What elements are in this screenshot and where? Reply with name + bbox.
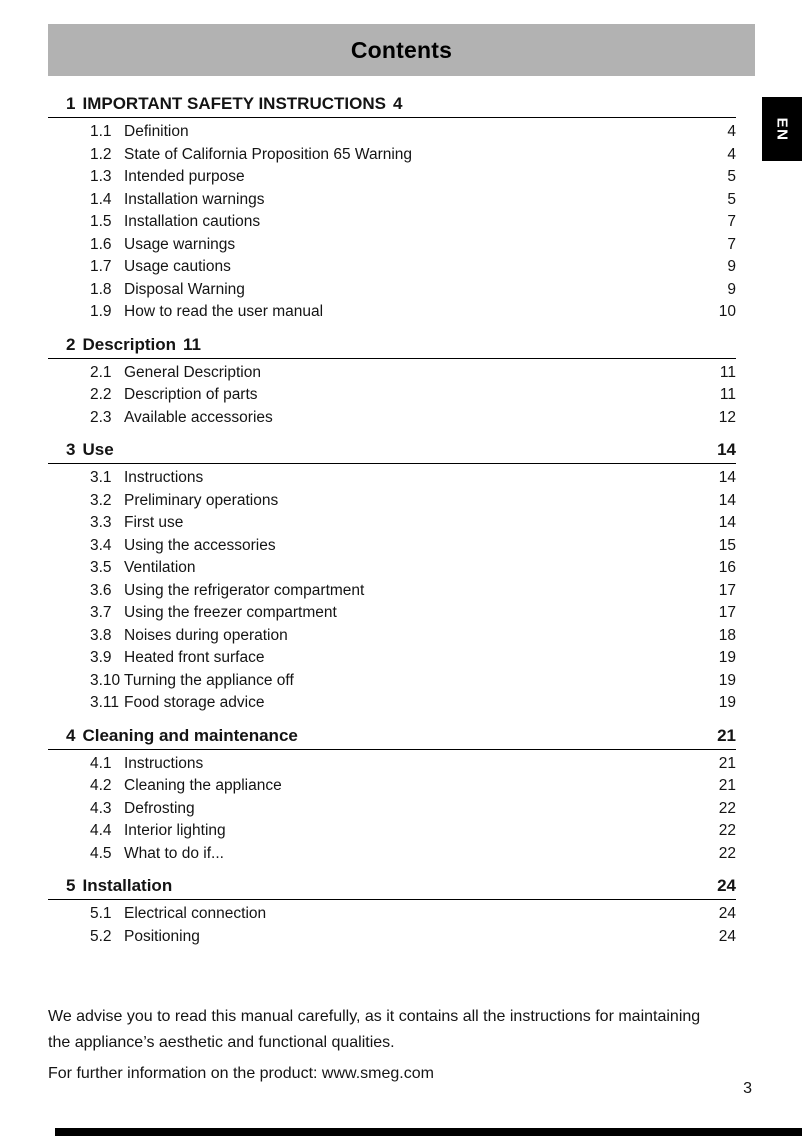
toc-item-title: Intended purpose xyxy=(124,168,245,185)
toc-item-title: Using the refrigerator compartment xyxy=(124,581,365,599)
toc-item xyxy=(48,279,736,302)
toc-item-number: 3.6 xyxy=(90,581,112,599)
toc-item-page: 21 xyxy=(718,777,736,794)
toc-item-number: 2.1 xyxy=(90,363,112,381)
toc-item xyxy=(48,234,736,257)
toc-item-page: 21 xyxy=(718,754,736,772)
toc-section-page: 24 xyxy=(717,876,736,895)
toc-item-number: 5.2 xyxy=(90,927,112,945)
toc-item-title: Instructions xyxy=(124,469,204,486)
toc-item xyxy=(48,557,736,580)
toc-item-title: General Description xyxy=(124,363,261,381)
toc-item-page: 14 xyxy=(718,491,736,509)
toc-item-number: 3.7 xyxy=(90,604,112,621)
toc-item-page: 19 xyxy=(718,694,736,711)
toc-item-title: Disposal Warning xyxy=(124,280,245,298)
toc-item-title: Instructions xyxy=(124,754,204,772)
toc-item xyxy=(48,166,736,189)
toc-item-number: 3.2 xyxy=(90,491,112,509)
toc-item-title: State of California Proposition 65 Warning xyxy=(124,145,413,163)
toc-section-heading xyxy=(48,335,736,355)
footer-advice-line-1: We advise you to read this manual carefully, as it contains all the instructions for maintaining xyxy=(48,1008,701,1025)
language-tab-label: EN xyxy=(773,117,791,141)
toc-item xyxy=(48,647,736,670)
toc-section-heading xyxy=(48,440,736,460)
toc-item-page: 12 xyxy=(718,408,736,426)
toc-item xyxy=(48,256,736,279)
toc-item xyxy=(48,301,736,324)
toc-item-list xyxy=(48,900,736,948)
toc-item xyxy=(48,490,736,513)
toc-item-page: 14 xyxy=(718,469,736,486)
toc-section-title: Use xyxy=(82,440,114,459)
toc-item-list xyxy=(48,750,736,866)
toc-item-number: 3.1 xyxy=(90,469,112,486)
toc xyxy=(48,94,736,959)
toc-item-title: Description of parts xyxy=(124,386,258,403)
toc-item-page: 11 xyxy=(719,386,736,403)
toc-item-number: 3.4 xyxy=(90,536,112,554)
toc-item-page: 17 xyxy=(718,581,736,599)
toc-item-title: Using the accessories xyxy=(124,536,276,554)
toc-item-title: Heated front surface xyxy=(124,649,265,666)
toc-item-page: 11 xyxy=(719,363,736,381)
toc-item-page: 18 xyxy=(718,626,736,644)
toc-item-title: What to do if... xyxy=(124,844,224,862)
toc-section-heading xyxy=(48,94,736,114)
toc-section xyxy=(48,440,736,715)
toc-item-number: 3.5 xyxy=(90,559,112,576)
toc-item xyxy=(48,467,736,490)
toc-section-title: Cleaning and maintenance xyxy=(82,725,298,745)
toc-section xyxy=(48,876,736,948)
toc-item-number: 1.5 xyxy=(90,213,112,230)
toc-item-page: 24 xyxy=(718,927,736,945)
toc-item xyxy=(48,580,736,603)
toc-item-page: 7 xyxy=(727,235,736,253)
toc-item-number: 4.2 xyxy=(90,777,112,794)
toc-item-page: 15 xyxy=(718,536,736,554)
toc-item-title: Usage warnings xyxy=(124,235,236,253)
toc-item-page: 5 xyxy=(727,168,736,185)
toc-item xyxy=(48,211,736,234)
toc-item-title: Noises during operation xyxy=(124,626,288,644)
toc-item-title: How to read the user manual xyxy=(124,303,324,320)
toc-item xyxy=(48,753,736,776)
contents-header-bar xyxy=(48,24,755,76)
toc-item-number: 4.4 xyxy=(90,822,112,839)
toc-item xyxy=(48,670,736,693)
toc-item-page: 17 xyxy=(718,604,736,621)
toc-section-title: Description xyxy=(82,334,176,354)
toc-item xyxy=(48,535,736,558)
toc-section-number: 5 xyxy=(66,876,76,895)
toc-item-number: 4.5 xyxy=(90,844,112,862)
toc-item-title: Definition xyxy=(124,123,189,140)
toc-item-title: Turning the appliance off xyxy=(124,671,294,689)
toc-item-number: 1.8 xyxy=(90,280,112,298)
toc-section-title: IMPORTANT SAFETY INSTRUCTIONS xyxy=(82,94,386,113)
page-title: Contents xyxy=(350,36,453,63)
toc-item xyxy=(48,407,736,430)
toc-item-page: 22 xyxy=(718,844,736,862)
toc-item-list xyxy=(48,464,736,715)
toc-section-page: 14 xyxy=(717,440,736,459)
toc-item-page: 7 xyxy=(727,213,736,230)
toc-section-heading xyxy=(48,726,736,746)
toc-section-page: 21 xyxy=(717,725,736,745)
toc-item-number: 2.3 xyxy=(90,408,112,426)
toc-item-number: 1.6 xyxy=(90,235,112,253)
toc-item-page: 19 xyxy=(718,671,736,689)
toc-item-page: 4 xyxy=(727,145,736,163)
toc-item xyxy=(48,384,736,407)
footer-note xyxy=(48,1004,764,1087)
toc-section-number: 2 xyxy=(66,334,76,354)
toc-item-number: 2.2 xyxy=(90,386,112,403)
toc-item-title: First use xyxy=(124,514,184,531)
toc-item xyxy=(48,121,736,144)
toc-item-page: 10 xyxy=(718,303,736,320)
toc-item xyxy=(48,692,736,715)
toc-section-number: 4 xyxy=(66,725,76,745)
toc-item xyxy=(48,843,736,866)
language-tab xyxy=(762,97,802,161)
toc-item xyxy=(48,602,736,625)
toc-item xyxy=(48,903,736,926)
toc-item-page: 9 xyxy=(727,258,736,275)
toc-item-number: 3.8 xyxy=(90,626,112,644)
toc-section-number: 1 xyxy=(66,94,76,113)
toc-item-number: 1.7 xyxy=(90,258,112,275)
toc-item xyxy=(48,798,736,821)
toc-item-title: Electrical connection xyxy=(124,905,267,922)
toc-section xyxy=(48,335,736,430)
toc-item-number: 1.3 xyxy=(90,168,112,185)
toc-item-number: 3.3 xyxy=(90,514,112,531)
toc-section-heading xyxy=(48,876,736,896)
toc-item-number: 1.9 xyxy=(90,303,112,320)
toc-item-title: Ventilation xyxy=(124,559,196,576)
toc-item xyxy=(48,362,736,385)
toc-item-page: 9 xyxy=(727,280,736,298)
toc-item-title: Usage cautions xyxy=(124,258,231,275)
toc-item-title: Positioning xyxy=(124,927,200,945)
toc-section xyxy=(48,94,736,324)
toc-item xyxy=(48,189,736,212)
toc-item-title: Available accessories xyxy=(124,408,273,426)
toc-item-list xyxy=(48,359,736,430)
toc-item-page: 14 xyxy=(718,514,736,531)
toc-item-number: 5.1 xyxy=(90,905,112,922)
toc-item-page: 22 xyxy=(718,822,736,839)
toc-item xyxy=(48,820,736,843)
toc-item-page: 24 xyxy=(718,905,736,922)
toc-item-number: 4.3 xyxy=(90,799,112,817)
toc-item-page: 22 xyxy=(718,799,736,817)
toc-item xyxy=(48,512,736,535)
toc-item-title: Food storage advice xyxy=(124,694,265,711)
toc-item-title: Installation cautions xyxy=(124,213,261,230)
toc-item-number: 1.2 xyxy=(90,145,112,163)
toc-item xyxy=(48,144,736,167)
toc-item-list xyxy=(48,118,736,324)
toc-section-page: 4 xyxy=(392,94,403,113)
toc-item-number: 1.4 xyxy=(90,190,112,208)
toc-item xyxy=(48,625,736,648)
toc-item-title: Cleaning the appliance xyxy=(124,777,282,794)
toc-item-title: Preliminary operations xyxy=(124,491,279,509)
page-number: 3 xyxy=(743,1080,752,1097)
toc-item-number: 1.1 xyxy=(90,123,112,140)
toc-item-page: 5 xyxy=(727,190,736,208)
toc-item-number: 4.1 xyxy=(90,754,112,772)
footer-more-info: For further information on the product: www.smeg.com xyxy=(48,1065,434,1082)
toc-item xyxy=(48,926,736,949)
toc-item xyxy=(48,775,736,798)
toc-item-title: Interior lighting xyxy=(124,822,226,839)
toc-item-title: Installation warnings xyxy=(124,190,265,208)
toc-section-number: 3 xyxy=(66,440,76,459)
toc-item-page: 16 xyxy=(718,559,736,576)
toc-item-title: Defrosting xyxy=(124,799,195,817)
toc-item-page: 4 xyxy=(727,123,736,140)
toc-item-number: 3.11 xyxy=(90,694,120,711)
toc-section-title: Installation xyxy=(82,876,173,895)
footer-advice-line-2: the appliance’s aesthetic and functional qualities. xyxy=(48,1034,395,1051)
toc-section-page: 11 xyxy=(183,334,201,354)
toc-section xyxy=(48,726,736,866)
toc-item-title: Using the freezer compartment xyxy=(124,604,337,621)
toc-item-number: 3.10 xyxy=(90,671,121,689)
bottom-rule-bar xyxy=(55,1128,802,1136)
toc-item-number: 3.9 xyxy=(90,649,112,666)
toc-item-page: 19 xyxy=(718,649,736,666)
